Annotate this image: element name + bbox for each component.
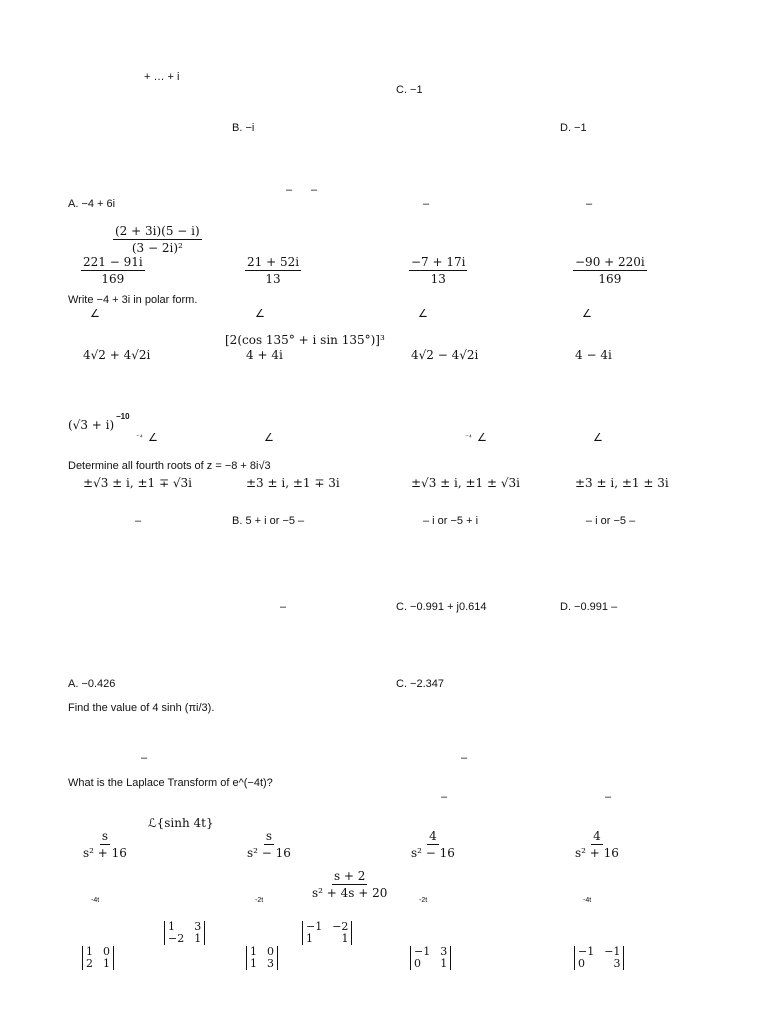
determinant-choice-c [410, 946, 451, 970]
cell: 1 [168, 920, 175, 933]
question-fraction [113, 224, 202, 255]
dash: – [286, 184, 293, 196]
numerator: 221 − 91i [83, 255, 143, 269]
fraction-choice-d [573, 255, 647, 286]
cell: −1 [578, 945, 595, 958]
roots-choice-a: ±√3 ± i, ±1 ∓ √3i [83, 476, 192, 490]
numerator: s [101, 829, 109, 843]
numerator: −7 + 17i [411, 255, 466, 269]
exp-label: -2t [255, 897, 264, 904]
denominator: s² − 16 [247, 846, 291, 860]
fraction-choice-b [245, 255, 301, 286]
fraction-choice-c [409, 255, 467, 286]
determinant-choice-b [246, 946, 278, 970]
root-expression: (√3 + i) [68, 418, 115, 432]
laplace-choice-d [573, 829, 621, 860]
choice-b: B. 5 + i or −5 – [232, 515, 305, 527]
roots-choice-c: ±√3 ± i, ±1 ± √3i [411, 476, 520, 490]
power-choice-a: 4√2 + 4√2i [83, 348, 151, 362]
cell: 1 [86, 945, 93, 958]
laplace-choice-c [409, 829, 457, 860]
sinh-question: Find the value of 4 sinh (πi/3). [68, 702, 215, 714]
cell: 0 [578, 957, 585, 970]
angle-icon: ∠ [593, 432, 603, 444]
denominator: s² + 4s + 20 [312, 886, 388, 900]
roots-choice-b: ±3 ± i, ±1 ∓ 3i [246, 476, 340, 490]
cell: 1 [341, 932, 349, 945]
dash: – [605, 791, 612, 803]
angle-icon: ∠ [582, 308, 592, 320]
fourth-roots-question: Determine all fourth roots of z = −8 + 8i√3 [68, 460, 271, 472]
cell: 2 [86, 957, 93, 970]
choice-d: D. −0.991 – [560, 601, 618, 613]
cell: 0 [267, 945, 274, 958]
denominator: 169 [101, 272, 125, 286]
denominator: s² + 16 [83, 846, 127, 860]
cell: 0 [414, 957, 421, 970]
dash: – [280, 601, 287, 613]
exp-label: -2t [419, 897, 428, 904]
numerator: 4 [429, 829, 437, 843]
cell: −1 [604, 945, 621, 958]
cell: 3 [613, 957, 621, 970]
choice-c: C. −2.347 [396, 678, 445, 690]
sinh-transform: ℒ{sinh 4t} [148, 816, 214, 830]
choice-c: – i or −5 + i [423, 515, 479, 527]
power-choice-b: 4 + 4i [246, 348, 283, 362]
cell: 1 [194, 932, 202, 945]
numerator: −90 + 220i [575, 255, 645, 269]
denominator: 13 [430, 272, 446, 286]
cell: 1 [440, 957, 448, 970]
angle-icon: ∠ [418, 308, 428, 320]
cell: −2 [168, 932, 185, 945]
roots-choice-d: ±3 ± i, ±1 ± 3i [575, 476, 669, 490]
exponent-small: ⁻⁴ [136, 434, 143, 441]
choice-b: B. −i [232, 122, 255, 134]
cell: −2 [332, 920, 349, 933]
exponent-small: ⁻⁴ [465, 434, 472, 441]
dash: – [141, 752, 148, 764]
cell: −1 [306, 920, 323, 933]
choice-d: – i or −5 – [586, 515, 636, 527]
angle-icon: ∠ [255, 308, 265, 320]
choice-c: C. −1 [396, 84, 423, 96]
cell: −1 [414, 945, 431, 958]
numerator: 21 + 52i [247, 255, 300, 269]
cell: 3 [194, 920, 202, 933]
polar-question: Write −4 + 3i in polar form. [68, 294, 198, 306]
power-expression: [2(cos 135° + i sin 135°)]³ [225, 333, 385, 347]
dash: – [441, 791, 448, 803]
cell: 1 [306, 932, 313, 945]
exp-label: -4t [91, 897, 100, 904]
angle-icon: ∠ [148, 432, 158, 444]
choice-a: A. −0.426 [68, 678, 116, 690]
angle-icon: ∠ [90, 308, 100, 320]
laplace-choice-b [245, 829, 293, 860]
cell: 1 [250, 945, 257, 958]
power-choice-d: 4 − 4i [575, 348, 612, 362]
denominator: 13 [265, 272, 281, 286]
denominator: 169 [598, 272, 622, 286]
numerator: s [265, 829, 273, 843]
numerator: 4 [593, 829, 601, 843]
numerator: s + 2 [333, 869, 366, 883]
exp-label: -4t [583, 897, 592, 904]
angle-icon: ∠ [477, 432, 487, 444]
exponent: −10 [116, 412, 130, 421]
dash: – [423, 198, 430, 210]
cell: 3 [440, 945, 448, 958]
cell: 3 [267, 957, 274, 970]
denominator: s² − 16 [411, 846, 455, 860]
given-determinant [164, 921, 205, 945]
dash: – [461, 752, 468, 764]
fraction-choice-a [81, 255, 145, 286]
cell: 0 [103, 945, 110, 958]
laplace-question: What is the Laplace Transform of e^(−4t)? [68, 777, 273, 789]
denominator: (3 − 2i)² [131, 241, 183, 255]
dash: – [311, 184, 318, 196]
angle-icon: ∠ [264, 432, 274, 444]
cell: 1 [250, 957, 257, 970]
given-determinant [302, 921, 352, 945]
choice-c: C. −0.991 + j0.614 [396, 601, 487, 613]
series-tail: + … + i [144, 71, 180, 83]
dash: – [586, 198, 593, 210]
choice-d: D. −1 [560, 122, 587, 134]
determinant-choice-a [82, 946, 114, 970]
choice-a: A. −4 + 6i [68, 198, 116, 210]
laplace-choice-a [81, 829, 129, 860]
cell: 1 [103, 957, 110, 970]
s-fraction [310, 869, 389, 900]
dash: – [135, 515, 142, 527]
determinant-choice-d [574, 946, 624, 970]
power-choice-c: 4√2 − 4√2i [411, 348, 479, 362]
numerator: (2 + 3i)(5 − i) [115, 224, 200, 238]
denominator: s² + 16 [575, 846, 619, 860]
